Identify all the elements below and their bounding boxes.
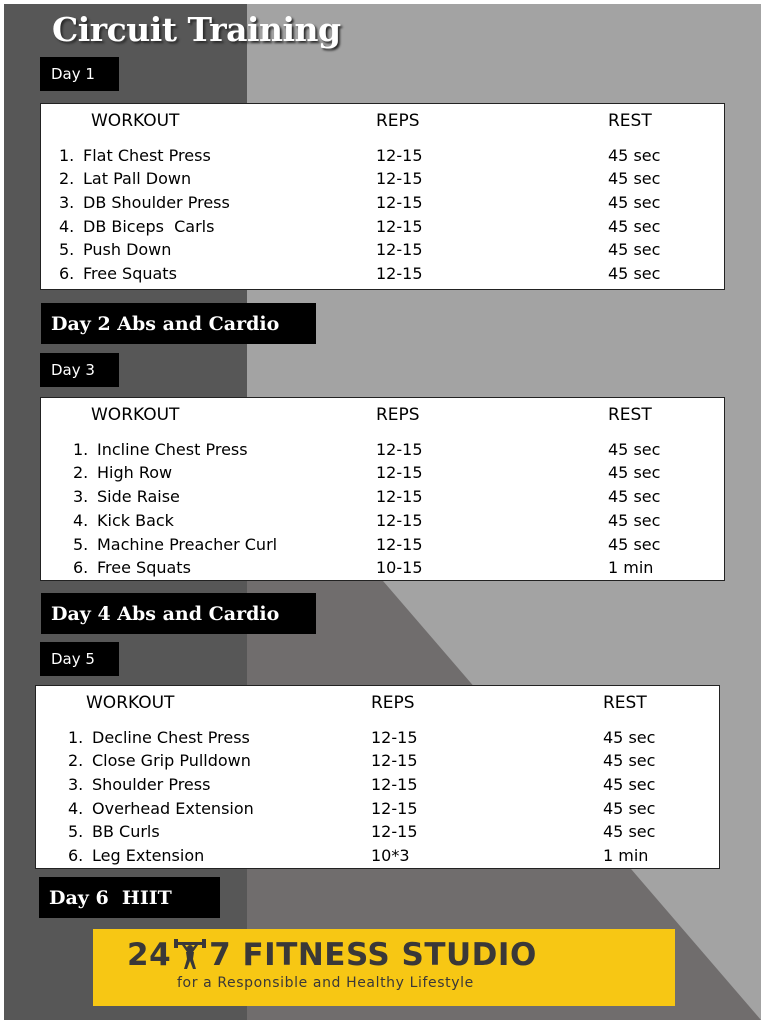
logo-tagline: for a Responsible and Healthy Lifestyle (177, 975, 474, 991)
exercise-name: Machine Preacher Curl (97, 535, 278, 554)
reps-value: 12-15 (371, 751, 418, 770)
exercise-name: Close Grip Pulldown (92, 751, 251, 770)
rest-value: 45 sec (608, 440, 661, 459)
rest-value: 45 sec (608, 463, 661, 482)
row-number: 2. (73, 463, 89, 482)
exercise-name: Free Squats (83, 264, 177, 283)
workout-header: WORKOUT (91, 405, 180, 425)
row-number: 5. (68, 822, 84, 841)
page-title: Circuit Training (52, 10, 341, 49)
reps-value: 12-15 (376, 487, 423, 506)
row-number: 6. (59, 264, 75, 283)
day-2-banner: Day 2 Abs and Cardio (41, 303, 316, 344)
rest-value: 45 sec (603, 751, 656, 770)
row-number: 3. (59, 193, 75, 212)
day-1-workout-table (40, 103, 725, 290)
row-number: 1. (59, 146, 75, 165)
exercise-name: Lat Pall Down (83, 169, 192, 188)
reps-value: 12-15 (376, 169, 423, 188)
exercise-name: High Row (97, 463, 173, 482)
table-row (41, 511, 724, 534)
table-row (41, 264, 724, 287)
row-number: 5. (59, 240, 75, 259)
row-number: 6. (73, 558, 89, 577)
exercise-name: BB Curls (92, 822, 160, 841)
reps-value: 10*3 (371, 846, 410, 865)
rest-value: 45 sec (608, 264, 661, 283)
exercise-name: Free Squats (97, 558, 191, 577)
table-row (36, 728, 719, 751)
rest-value: 1 min (608, 558, 654, 577)
row-number: 2. (59, 169, 75, 188)
exercise-name: DB Shoulder Press (83, 193, 230, 212)
rest-value: 45 sec (608, 193, 661, 212)
rest-value: 45 sec (608, 240, 661, 259)
exercise-name: Overhead Extension (92, 799, 254, 818)
exercise-name: Decline Chest Press (92, 728, 250, 747)
reps-value: 12-15 (376, 264, 423, 283)
rest-value: 45 sec (603, 728, 656, 747)
reps-value: 12-15 (371, 799, 418, 818)
rest-value: 45 sec (608, 535, 661, 554)
day-5-label: Day 5 (40, 642, 119, 676)
rest-header: REST (608, 111, 652, 131)
reps-header: REPS (371, 693, 415, 713)
row-number: 3. (68, 775, 84, 794)
exercise-name: Shoulder Press (92, 775, 211, 794)
exercise-name: Flat Chest Press (83, 146, 211, 165)
reps-header: REPS (376, 405, 420, 425)
logo-text-24: 24 (127, 937, 172, 973)
day-5-workout-table (35, 685, 720, 869)
reps-value: 12-15 (376, 193, 423, 212)
exercise-name: Incline Chest Press (97, 440, 248, 459)
reps-header: REPS (376, 111, 420, 131)
reps-value: 12-15 (371, 728, 418, 747)
row-number: 5. (73, 535, 89, 554)
day-6-banner: Day 6 HIIT (39, 877, 220, 918)
rest-value: 45 sec (608, 169, 661, 188)
table-row (36, 751, 719, 774)
reps-value: 12-15 (376, 511, 423, 530)
rest-value: 1 min (603, 846, 649, 865)
reps-value: 12-15 (371, 822, 418, 841)
day-3-label: Day 3 (40, 353, 119, 387)
rest-value: 45 sec (603, 799, 656, 818)
rest-header: REST (603, 693, 647, 713)
row-number: 2. (68, 751, 84, 770)
table-row (41, 217, 724, 240)
workout-header: WORKOUT (86, 693, 175, 713)
day-3-workout-table (40, 397, 725, 581)
logo-text-studio: 7 FITNESS STUDIO (209, 937, 537, 973)
rest-header: REST (608, 405, 652, 425)
exercise-name: Push Down (83, 240, 172, 259)
table-row (41, 558, 724, 581)
row-number: 3. (73, 487, 89, 506)
table-row (41, 169, 724, 192)
exercise-name: Side Raise (97, 487, 180, 506)
table-row (41, 240, 724, 263)
rest-value: 45 sec (608, 487, 661, 506)
rest-value: 45 sec (603, 775, 656, 794)
table-row (41, 487, 724, 510)
table-row (36, 822, 719, 845)
exercise-name: Leg Extension (92, 846, 205, 865)
row-number: 1. (68, 728, 84, 747)
logo-wordmark (127, 937, 537, 973)
reps-value: 10-15 (376, 558, 423, 577)
row-number: 4. (73, 511, 89, 530)
table-row (41, 440, 724, 463)
table-row (36, 799, 719, 822)
table-row (36, 775, 719, 798)
rest-value: 45 sec (603, 822, 656, 841)
fitness-studio-logo (93, 929, 675, 1006)
row-number: 1. (73, 440, 89, 459)
reps-value: 12-15 (376, 217, 423, 236)
row-number: 6. (68, 846, 84, 865)
table-row (41, 193, 724, 216)
day-4-banner: Day 4 Abs and Cardio (41, 593, 316, 634)
reps-value: 12-15 (376, 240, 423, 259)
weightlifter-icon (173, 939, 207, 971)
reps-value: 12-15 (376, 440, 423, 459)
reps-value: 12-15 (371, 775, 418, 794)
row-number: 4. (59, 217, 75, 236)
table-row (41, 535, 724, 558)
table-row (36, 846, 719, 869)
row-number: 4. (68, 799, 84, 818)
reps-value: 12-15 (376, 146, 423, 165)
exercise-name: DB Biceps Carls (83, 217, 215, 236)
table-row (41, 146, 724, 169)
reps-value: 12-15 (376, 463, 423, 482)
day-1-label: Day 1 (40, 57, 119, 91)
rest-value: 45 sec (608, 217, 661, 236)
table-row (41, 463, 724, 486)
exercise-name: Kick Back (97, 511, 174, 530)
rest-value: 45 sec (608, 146, 661, 165)
reps-value: 12-15 (376, 535, 423, 554)
workout-header: WORKOUT (91, 111, 180, 131)
rest-value: 45 sec (608, 511, 661, 530)
